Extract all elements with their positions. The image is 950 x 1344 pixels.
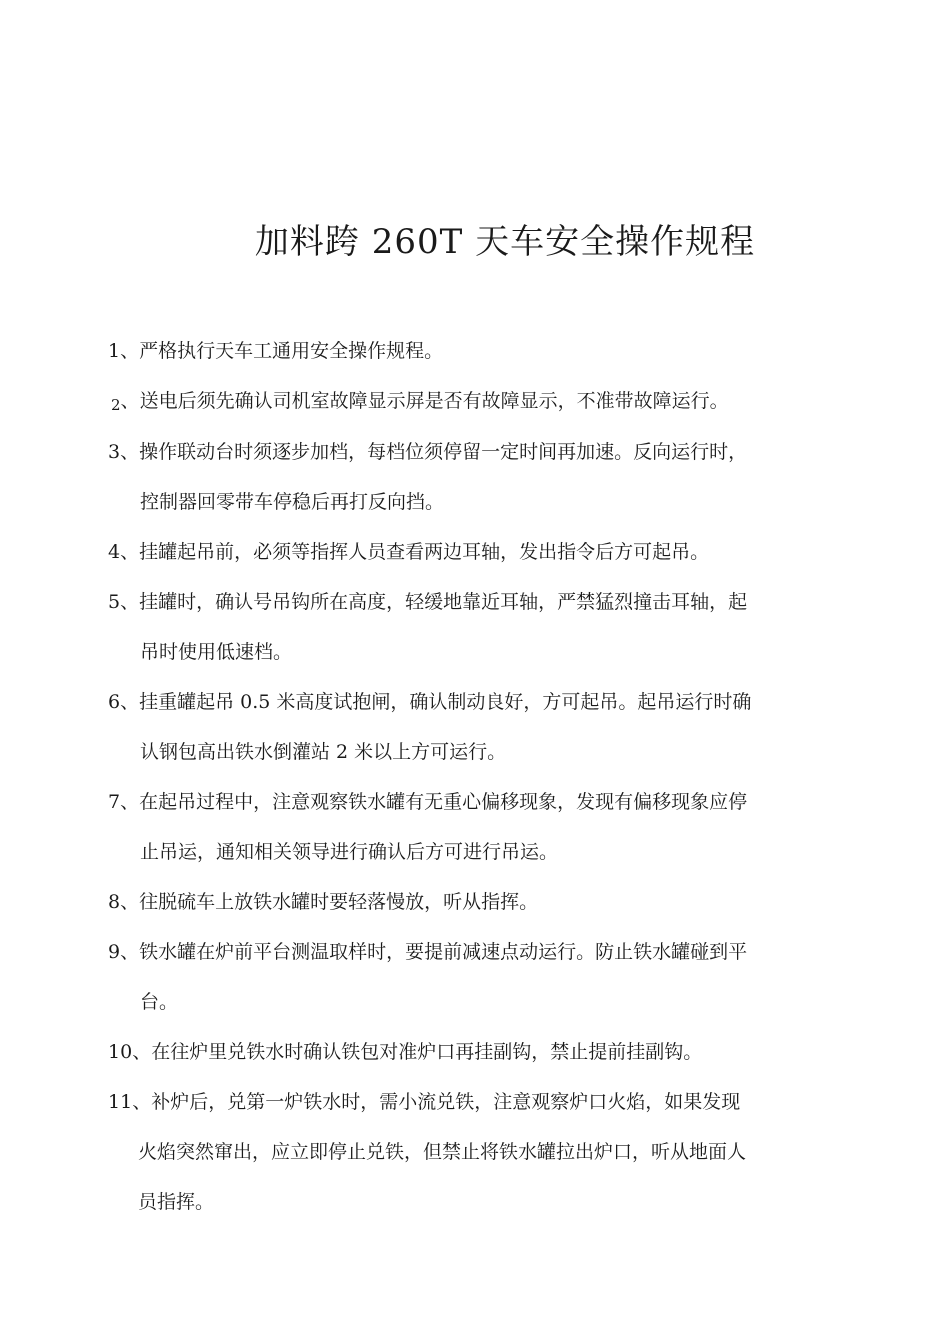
- rule-first-line: [108, 427, 868, 477]
- rule-text: 止吊运，通知相关领导进行确认后方可进行吊运。: [140, 841, 559, 863]
- rule-separator: 、: [132, 1091, 152, 1113]
- rule-first-line: [108, 927, 868, 977]
- rule-separator: 、: [120, 390, 140, 412]
- rule-item-7: [108, 777, 868, 877]
- rule-continuation-line: [108, 727, 868, 777]
- rule-first-line: [108, 777, 868, 827]
- rule-continuation-line: [108, 827, 868, 877]
- rule-number: 10: [108, 1041, 133, 1063]
- rule-item-2: [108, 376, 868, 427]
- rule-first-line: [108, 1027, 868, 1077]
- rule-first-line: [108, 326, 868, 376]
- rules-list: [108, 326, 868, 1227]
- rule-item-3: [108, 427, 868, 527]
- rule-first-line: [108, 527, 868, 577]
- document-title: 加料跨 260T 天车安全操作规程: [254, 222, 756, 262]
- rule-number: 1: [108, 340, 121, 362]
- rule-text: 挂重罐起吊 0.5 米高度试抱闸，确认制动良好，方可起吊。起吊运行时确: [139, 691, 752, 713]
- rule-number: 3: [108, 441, 121, 463]
- rule-item-4: [108, 527, 868, 577]
- rule-first-line: [108, 376, 868, 427]
- rule-item-5: [108, 577, 868, 677]
- rule-separator: 、: [120, 791, 140, 813]
- rule-text: 台。: [140, 991, 179, 1013]
- rule-separator: 、: [120, 591, 140, 613]
- rule-number: 4: [108, 541, 121, 563]
- rule-separator: 、: [120, 340, 140, 362]
- rule-number: 6: [108, 691, 121, 713]
- rule-separator: 、: [120, 441, 140, 463]
- rule-first-line: [108, 577, 868, 627]
- rule-text: 往脱硫车上放铁水罐时要轻落慢放，听从指挥。: [139, 891, 539, 913]
- rule-text: 控制器回零带车停稳后再打反向挡。: [140, 491, 445, 513]
- rule-number: 5: [108, 591, 121, 613]
- rule-continuation-line: [108, 477, 868, 527]
- rule-number: 2: [111, 396, 121, 414]
- rule-text: 铁水罐在炉前平台测温取样时，要提前减速点动运行。防止铁水罐碰到平: [139, 941, 748, 963]
- rule-text: 吊时使用低速档。: [140, 641, 293, 663]
- rule-item-8: [108, 877, 868, 927]
- rule-first-line: [108, 1077, 868, 1127]
- rule-text: 在起吊过程中，注意观察铁水罐有无重心偏移现象，发现有偏移现象应停: [139, 791, 748, 813]
- rule-continuation-line: [108, 977, 868, 1027]
- rule-separator: 、: [120, 891, 140, 913]
- rule-separator: 、: [120, 541, 140, 563]
- rule-continuation-line: [108, 1177, 868, 1227]
- rule-text: 挂罐起吊前，必须等指挥人员查看两边耳轴，发出指令后方可起吊。: [139, 541, 710, 563]
- rule-item-9: [108, 927, 868, 1027]
- rule-text: 认钢包高出铁水倒灌站 2 米以上方可运行。: [140, 741, 507, 763]
- rule-number: 9: [108, 941, 121, 963]
- rule-text: 严格执行天车工通用安全操作规程。: [139, 340, 444, 362]
- rule-text: 火焰突然窜出，应立即停止兑铁，但禁止将铁水罐拉出炉口，听从地面人: [138, 1141, 747, 1163]
- rule-separator: 、: [120, 691, 140, 713]
- rule-number: 7: [108, 791, 121, 813]
- rule-number: 8: [108, 891, 121, 913]
- rule-continuation-line: [108, 627, 868, 677]
- rule-item-10: [108, 1027, 868, 1077]
- rule-continuation-line: [108, 1127, 868, 1177]
- rule-separator: 、: [132, 1041, 152, 1063]
- rule-text: 员指挥。: [138, 1191, 215, 1213]
- rule-first-line: [108, 877, 868, 927]
- rule-item-1: [108, 326, 868, 376]
- rule-item-6: [108, 677, 868, 777]
- rule-separator: 、: [120, 941, 140, 963]
- rule-first-line: [108, 677, 868, 727]
- rule-text: 送电后须先确认司机室故障显示屏是否有故障显示，不准带故障运行。: [139, 390, 729, 412]
- rule-text: 挂罐时，确认号吊钩所在高度，轻缓地靠近耳轴，严禁猛烈撞击耳轴，起: [139, 591, 748, 613]
- rule-text: 操作联动台时须逐步加档，每档位须停留一定时间再加速。反向运行时，: [139, 441, 748, 463]
- rule-item-11: [108, 1077, 868, 1227]
- rule-text: 补炉后，兑第一炉铁水时，需小流兑铁，注意观察炉口火焰，如果发现: [151, 1091, 741, 1113]
- rule-text: 在往炉里兑铁水时确认铁包对准炉口再挂副钩，禁止提前挂副钩。: [151, 1041, 703, 1063]
- rule-number: 11: [108, 1091, 133, 1113]
